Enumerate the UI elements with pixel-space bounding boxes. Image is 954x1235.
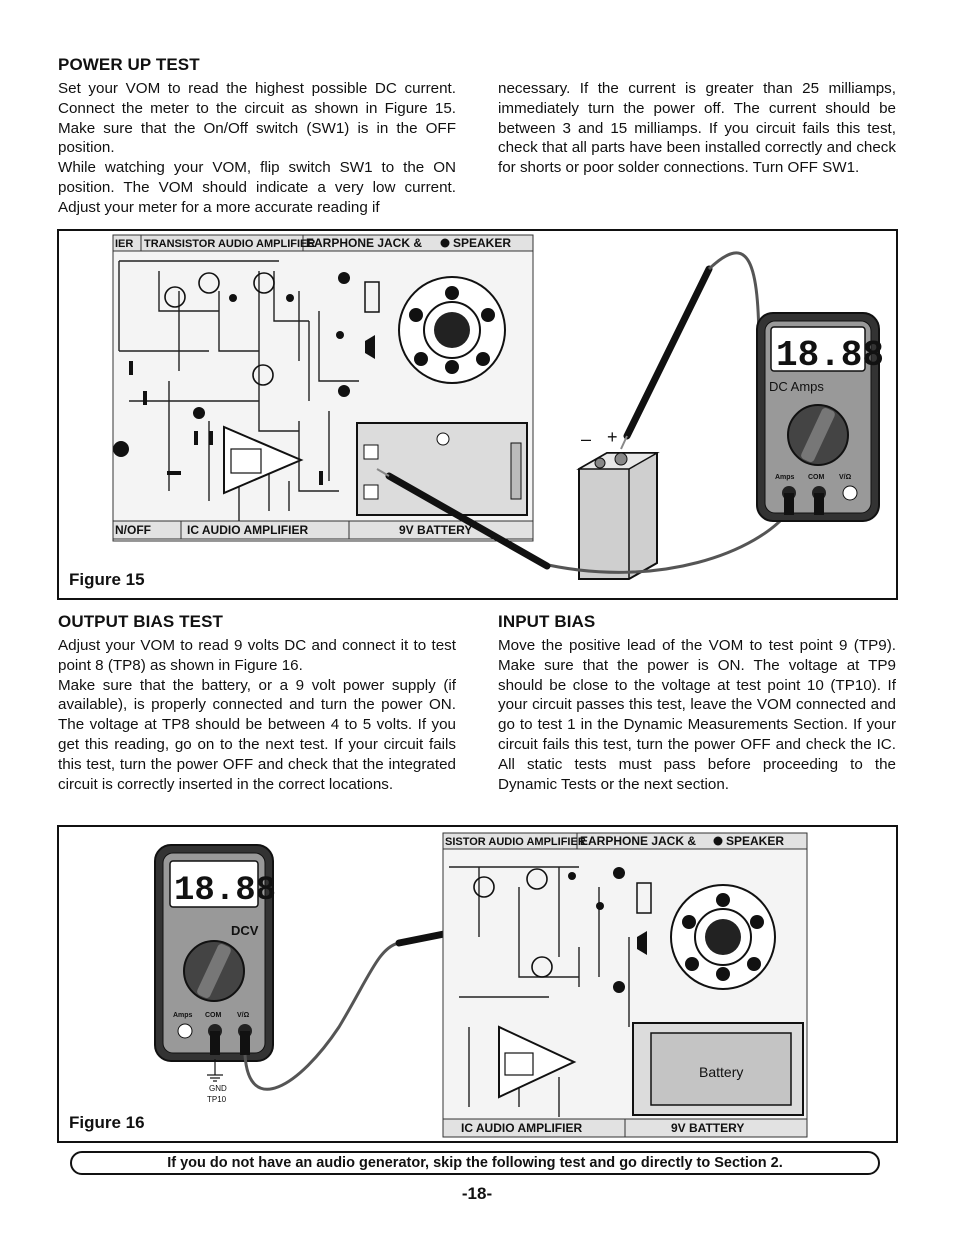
jack-com-label: COM bbox=[205, 1012, 222, 1019]
board-footer-battery: 9V BATTERY bbox=[671, 1121, 745, 1135]
power-up-paragraph-2: While watching your VOM, flip switch SW1 to the ON position. The VOM should indicate a very low current. Adjust your meter for a more accurate reading if bbox=[58, 159, 456, 216]
battery-minus-label: – bbox=[581, 429, 592, 449]
jack-amps-label: Amps bbox=[775, 474, 795, 481]
input-bias-paragraph-1: Move the positive lead of the VOM to test point 9 (TP9). Make sure that the power is ON. The voltage at TP9 should be close to the voltage at test point 10 (TP10). If your circuit passes this test, leave the VOM connected and go to test 1 in the Dynamic Measurements Section. If your circuit fails this test, turn the power OFF and check the IC. All static tests must pass before proceeding to the Dynamic Tests or the next section. bbox=[498, 637, 896, 793]
tp10-label: TP10 bbox=[207, 1095, 227, 1104]
circuit-board bbox=[113, 235, 533, 541]
meter-mode-label: DC Amps bbox=[769, 379, 824, 394]
figure-15 bbox=[57, 229, 898, 600]
power-up-col2 bbox=[498, 79, 896, 178]
meter-display: 18.88 bbox=[174, 872, 277, 910]
board-header-transistor: TRANSISTOR AUDIO AMPLIFIER bbox=[144, 238, 316, 250]
input-bias-heading: INPUT BIAS bbox=[498, 612, 596, 631]
board-header-speaker: SPEAKER bbox=[453, 236, 512, 250]
power-up-paragraph-1: Set your VOM to read the highest possible DC current. Connect the meter to the circuit as shown in Figure 15. Make sure that the On/Off switch (SW1) is in the OFF position. bbox=[58, 80, 456, 157]
battery-holder bbox=[633, 1023, 803, 1115]
circuit-board bbox=[443, 833, 807, 1137]
figure-16-label: Figure 16 bbox=[69, 1113, 145, 1132]
board-header-transistor: SISTOR AUDIO AMPLIFIER bbox=[445, 836, 586, 848]
meter-display: 18.88 bbox=[776, 335, 885, 376]
power-up-col1 bbox=[58, 79, 456, 218]
page-number: -18- bbox=[461, 1184, 493, 1203]
figure-16 bbox=[57, 825, 898, 1143]
battery-plus-label: + bbox=[607, 427, 618, 447]
figure-16-illustration bbox=[59, 827, 896, 1141]
board-header-speaker: SPEAKER bbox=[726, 834, 785, 848]
audio-generator-notice: If you do not have an audio generator, skip the following test and go directly to Section 2. bbox=[70, 1151, 880, 1175]
jack-amps-label: Amps bbox=[173, 1012, 193, 1019]
board-footer-ic-amplifier: IC AUDIO AMPLIFIER bbox=[187, 523, 309, 537]
output-bias-col bbox=[58, 636, 456, 794]
multimeter bbox=[155, 845, 276, 1061]
output-bias-test-heading: OUTPUT BIAS TEST bbox=[58, 612, 223, 631]
ground-icon bbox=[207, 1059, 223, 1081]
multimeter bbox=[757, 313, 884, 521]
board-footer-ic-amplifier: IC AUDIO AMPLIFIER bbox=[461, 1121, 583, 1135]
battery-holder bbox=[357, 423, 527, 515]
figure-15-label: Figure 15 bbox=[69, 570, 145, 589]
battery-label: Battery bbox=[699, 1064, 744, 1080]
board-header-earphone: EARPHONE JACK & bbox=[580, 834, 697, 848]
jack-v-label: V/Ω bbox=[839, 474, 852, 481]
board-footer-battery: 9V BATTERY bbox=[399, 523, 473, 537]
output-bias-paragraph-1: Adjust your VOM to read 9 volts DC and connect it to test point 8 (TP8) as shown in Figure 16. bbox=[58, 637, 456, 674]
jack-com-label: COM bbox=[808, 474, 825, 481]
figure-15-illustration bbox=[59, 231, 896, 598]
gnd-label: GND bbox=[209, 1084, 227, 1093]
board-footer-onoff: N/OFF bbox=[115, 523, 151, 537]
board-header-left: IER bbox=[115, 238, 134, 250]
power-up-paragraph-3: necessary. If the current is greater than 25 milliamps, immediately turn the power off. The current should be between 3 and 15 milliamps. If you circuit fails this test, check that all parts have been installed correctly and check for shorts or poor solder connections. Turn OFF SW1. bbox=[498, 80, 896, 177]
jack-v-label: V/Ω bbox=[237, 1012, 250, 1019]
meter-mode-label: DCV bbox=[231, 923, 259, 938]
board-header-earphone: EARPHONE JACK & bbox=[306, 236, 423, 250]
input-bias-col bbox=[498, 636, 896, 794]
9v-battery bbox=[579, 427, 657, 579]
power-up-test-heading: POWER UP TEST bbox=[58, 55, 200, 74]
output-bias-paragraph-2: Make sure that the battery, or a 9 volt power supply (if available), is properly connected and turn the power ON. The voltage at TP8 should be between 4 to 5 volts. If you get this reading, go on to the next test. If your circuit fails this test, turn the power OFF and check that the integrated circuit is correctly inserted in the correct locations. bbox=[58, 676, 456, 793]
